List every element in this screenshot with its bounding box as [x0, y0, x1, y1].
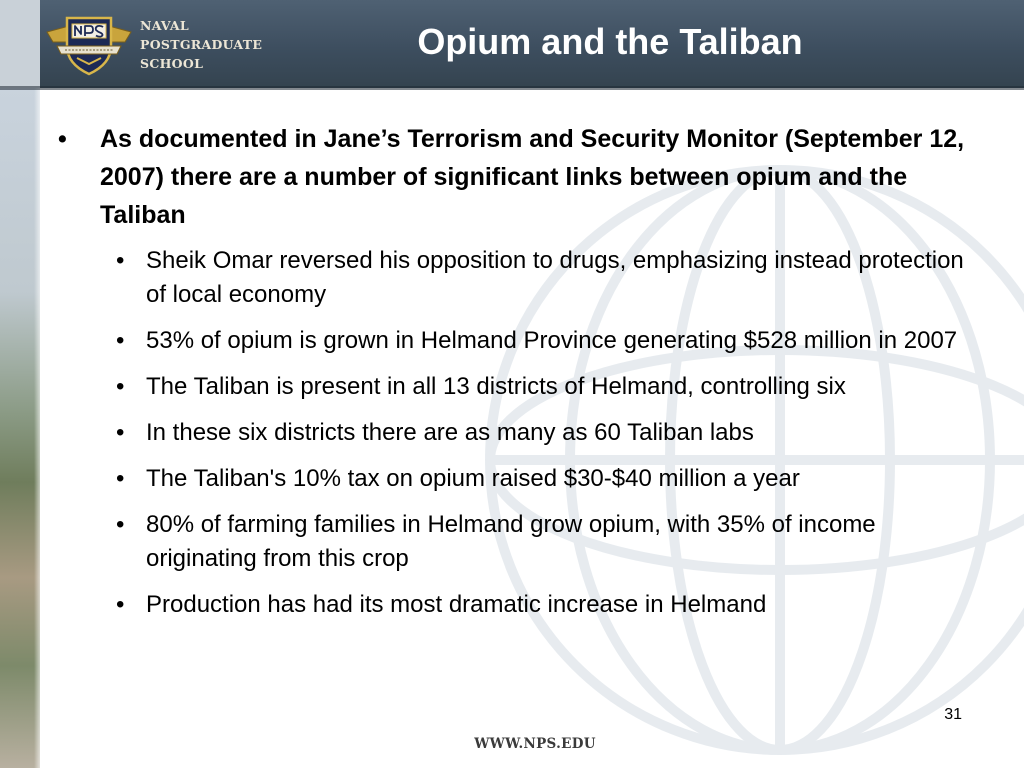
sub-bullet-text: Production has had its most dramatic increase in Helmand — [146, 591, 767, 618]
sub-bullet-text: Sheik Omar reversed his opposition to drugs, emphasizing instead protection of local economy — [146, 247, 964, 308]
page-number: 31 — [944, 706, 962, 723]
main-bullet — [58, 120, 968, 622]
sub-bullet-text: 80% of farming families in Helmand grow opium, with 35% of income originating from this crop — [146, 511, 876, 572]
bullet-marker: • — [116, 419, 125, 446]
nps-shield-logo — [45, 12, 133, 76]
bullet-marker: • — [116, 247, 125, 274]
bullet-marker: • — [116, 511, 125, 538]
sub-bullet-item — [100, 324, 968, 358]
sub-bullet-item — [100, 244, 968, 312]
slide-title: Opium and the Taliban — [417, 21, 803, 62]
sub-bullet-item — [100, 416, 968, 450]
sub-bullet-item — [100, 462, 968, 496]
sub-bullet-item — [100, 588, 968, 622]
footer-url: WWW.NPS.EDU — [474, 736, 596, 752]
sub-bullet-text: 53% of opium is grown in Helmand Province generating $528 million in 2007 — [146, 327, 958, 354]
nps-name-line-3: SCHOOL — [140, 56, 204, 71]
campus-photo-strip — [0, 88, 40, 768]
sub-bullet-text: The Taliban is present in all 13 districts of Helmand, controlling six — [146, 373, 846, 400]
main-bullet-text: As documented in Jane’s Terrorism and Security Monitor (September 12, 2007) there are a number of significant links between opium and the Taliban — [100, 125, 965, 229]
nps-name-line-2: POSTGRADUATE — [140, 37, 263, 52]
nps-name — [140, 16, 270, 73]
header-left-edge — [0, 0, 40, 88]
bullet-marker: • — [116, 373, 125, 400]
bullet-marker: • — [116, 327, 125, 354]
bullet-marker: • — [116, 591, 125, 618]
header-divider — [0, 86, 1024, 90]
sub-bullet-text: The Taliban's 10% tax on opium raised $30-$40 million a year — [146, 465, 800, 492]
sub-bullet-text: In these six districts there are as many as 60 Taliban labs — [146, 419, 754, 446]
nps-name-line-1: NAVAL — [140, 18, 189, 33]
slide-header — [0, 0, 1024, 88]
bullet-marker: • — [58, 125, 67, 153]
sub-bullet-item — [100, 508, 968, 576]
bullet-list — [58, 120, 968, 634]
bullet-marker: • — [116, 465, 125, 492]
sub-bullet-item — [100, 370, 968, 404]
sub-bullet-list — [100, 244, 968, 622]
